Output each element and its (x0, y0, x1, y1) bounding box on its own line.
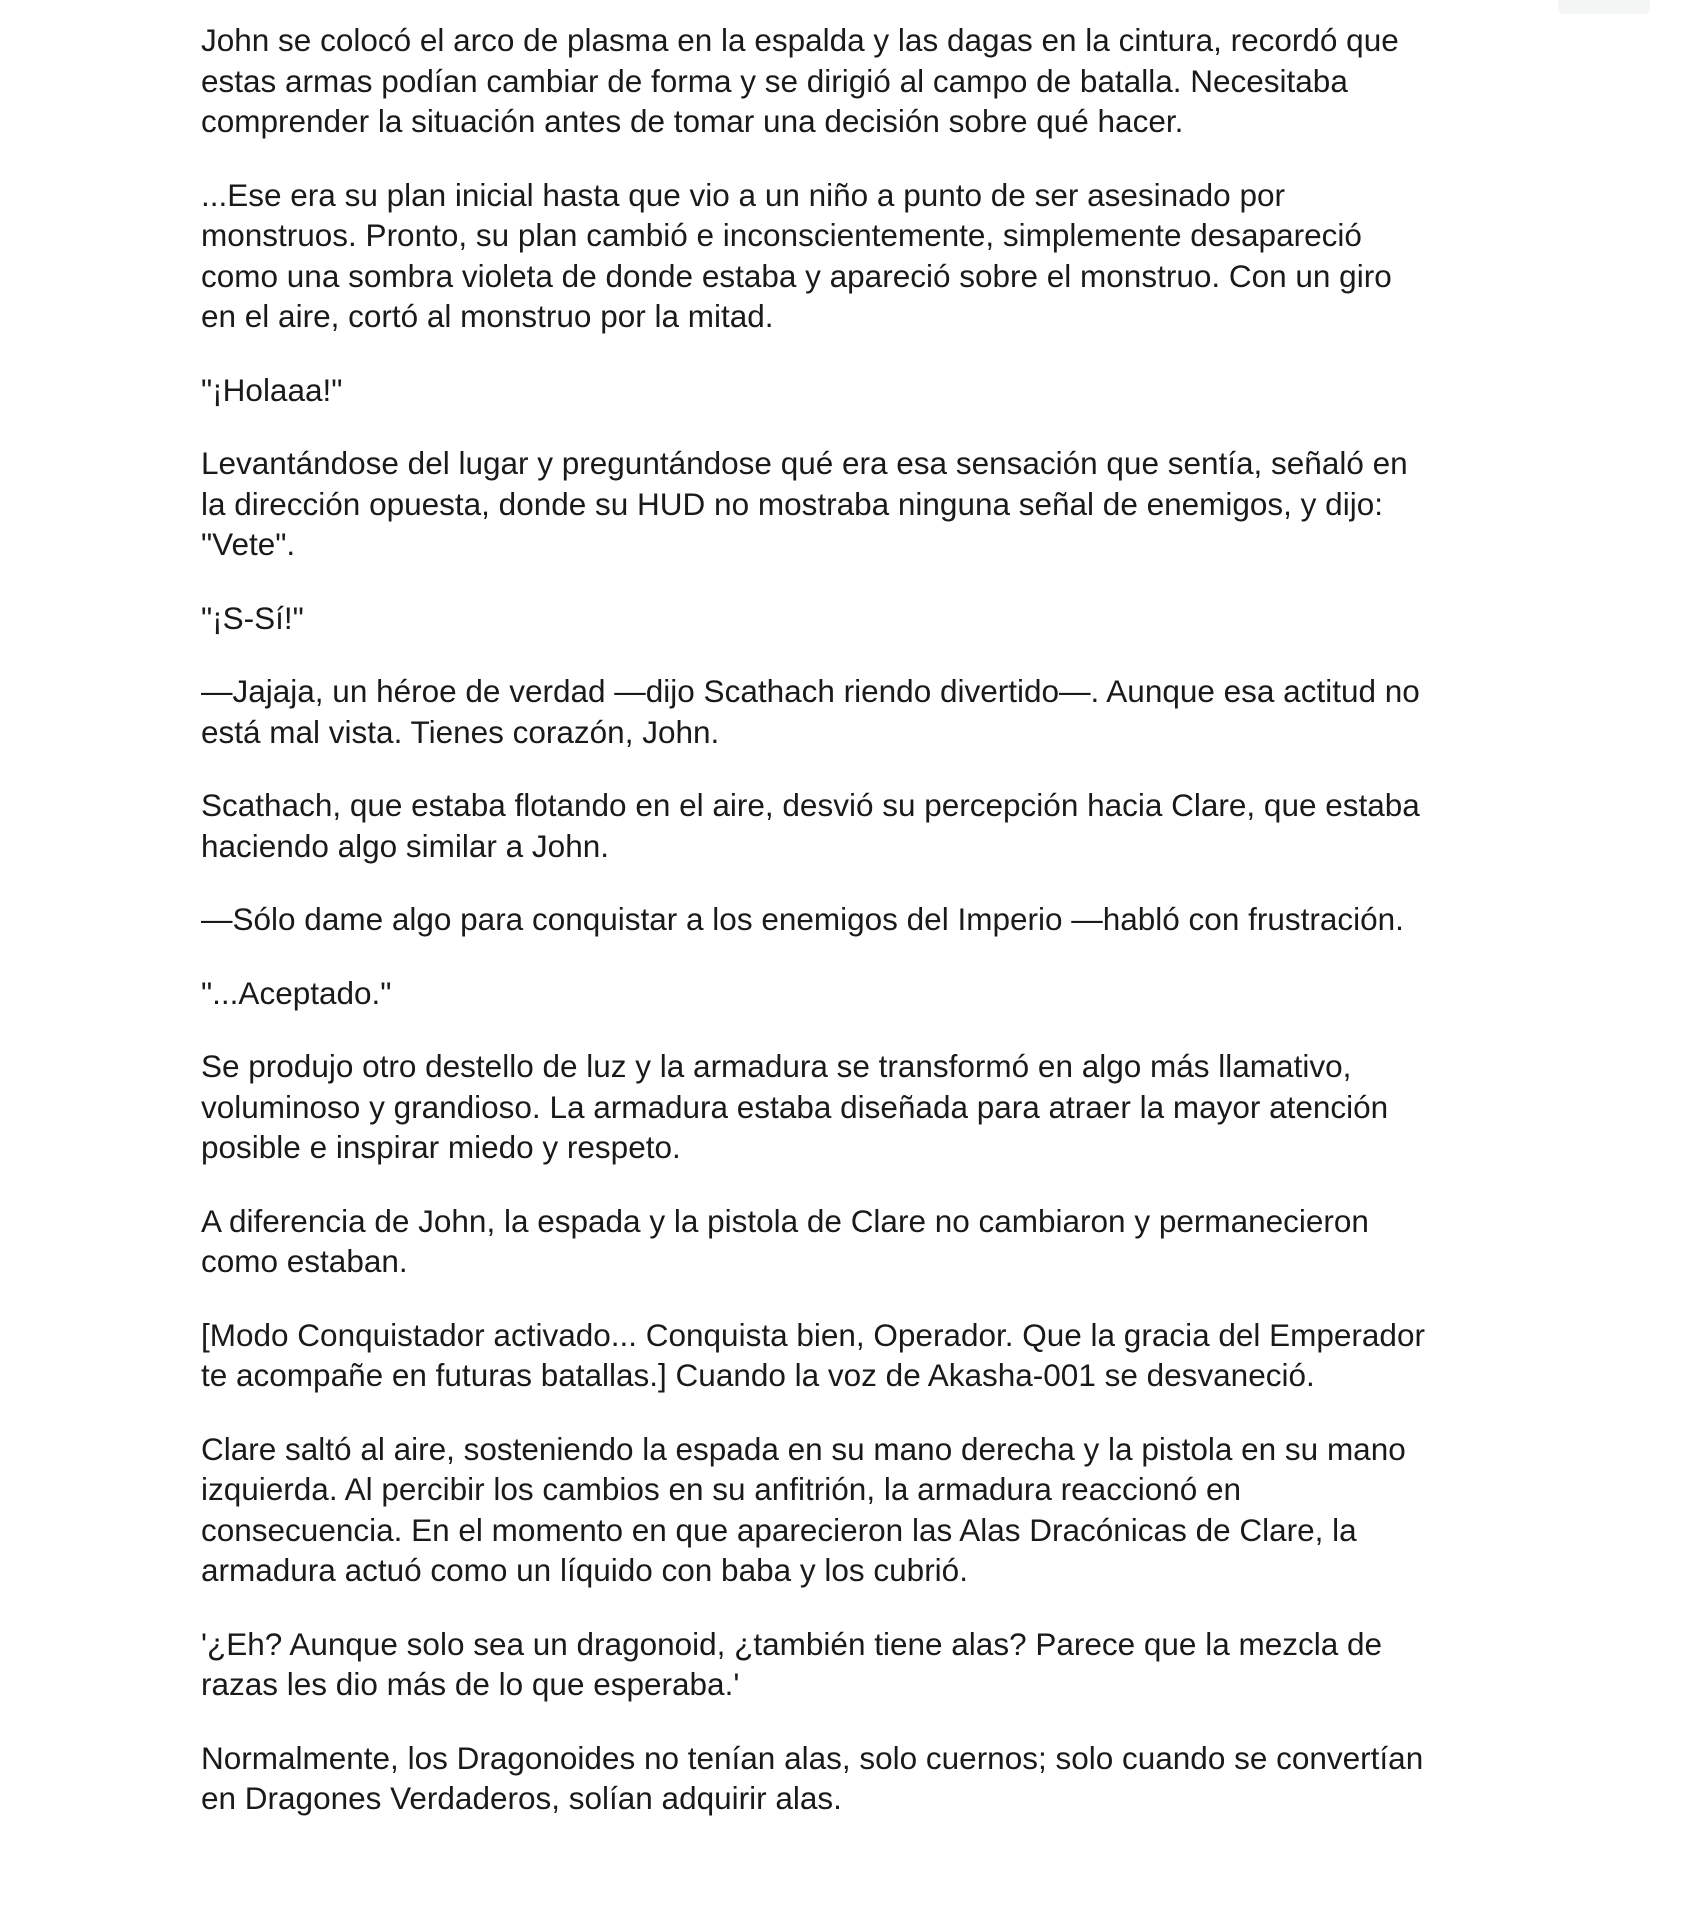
paragraph: Clare saltó al aire, sosteniendo la espada en su mano derecha y la pistola en su mano izquierda. Al percibir los cambios en su anfitrión, la armadura reaccionó en consecuencia. En el momento en que aparecieron las Alas Dracónicas de Clare, la armadura actuó como un líquido con baba y los cubrió. (201, 1430, 1406, 1588)
paragraph: —Jajaja, un héroe de verdad —dijo Scathach riendo divertido—. Aunque esa actitud no está mal vista. Tienes corazón, John. (201, 673, 1420, 750)
paragraph: Levantándose del lugar y preguntándose qué era esa sensación que sentía, señaló en la dirección opuesta, donde su HUD no mostraba ninguna señal de enemigos, y dijo: "Vete". (201, 445, 1408, 562)
paragraph: Normalmente, los Dragonoides no tenían alas, solo cuernos; solo cuando se convertían en Dragones Verdaderos, solían adquirir alas. (201, 1739, 1424, 1816)
paragraph: Scathach, que estaba flotando en el aire, desvió su percepción hacia Clare, que estaba haciendo algo similar a John. (201, 787, 1420, 864)
paragraph: "¡Holaaa!" (201, 371, 343, 408)
paragraph: "¡S-Sí!" (201, 599, 304, 636)
paragraph: ...Ese era su plan inicial hasta que vio a un niño a punto de ser asesinado por monstruos. Pronto, su plan cambió e inconscientemente, simplemente desapareció como una sombra violeta de donde estaba y apareció sobre el monstruo. Con un giro en el aire, cortó al monstruo por la mitad. (201, 176, 1392, 334)
paragraph: Se produjo otro destello de luz y la armadura se transformó en algo más llamativo, voluminoso y grandioso. La armadura estaba diseñada para atraer la mayor atención posible e inspirar miedo y respeto. (201, 1048, 1389, 1165)
paragraph: "...Aceptado." (201, 974, 392, 1011)
paragraph: —Sólo dame algo para conquistar a los enemigos del Imperio —habló con frustración. (201, 901, 1404, 937)
page-corner-tab (1558, 0, 1650, 14)
paragraph: '¿Eh? Aunque solo sea un dragonoid, ¿también tiene alas? Parece que la mezcla de razas les dio más de lo que esperaba.' (201, 1625, 1383, 1702)
paragraph: [Modo Conquistador activado... Conquista bien, Operador. Que la gracia del Emperador te acompañe en futuras batallas.] Cuando la voz de Akasha-001 se desvaneció. (201, 1316, 1425, 1393)
document-body (201, 20, 1541, 1852)
paragraph: John se colocó el arco de plasma en la espalda y las dagas en la cintura, recordó que estas armas podían cambiar de forma y se dirigió al campo de batalla. Necesitaba comprender la situación antes de tomar una decisión sobre qué hacer. (201, 22, 1399, 139)
paragraph: A diferencia de John, la espada y la pistola de Clare no cambiaron y permanecieron como estaban. (201, 1202, 1369, 1279)
